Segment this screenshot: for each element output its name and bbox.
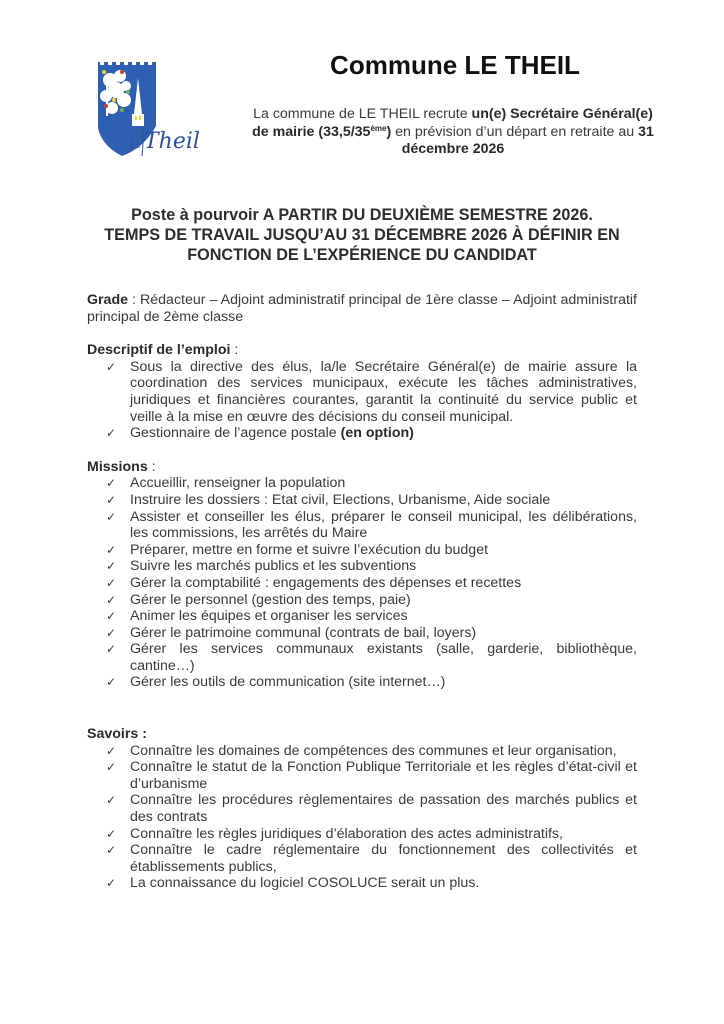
list-item [87, 674, 637, 691]
intro-text-2: en prévision d’un départ en retraite au [391, 123, 639, 140]
grade-text: Rédacteur – Adjoint administratif principal de 1ère classe – Adjoint administratif principal de 2ème classe [87, 292, 637, 325]
list-item-text: Assister et conseiller les élus, préparer le conseil municipal, les délibérations, les commissions, les arrêtés du Maire [130, 508, 637, 542]
checkmark-icon: ✓ [106, 542, 117, 557]
checkmark-icon: ✓ [106, 843, 117, 858]
list-item [87, 542, 637, 559]
list-item [87, 558, 637, 575]
commune-logo [92, 56, 216, 164]
svg-text:Le: Le [130, 141, 142, 151]
headline-line-2: TEMPS DE TRAVAIL JUSQU’AU 31 DÉCEMBRE 2026 À DÉFINIR EN [104, 226, 620, 244]
list-item [87, 842, 637, 875]
missions-label: Missions [87, 458, 148, 475]
savoirs-list [87, 743, 637, 892]
checkmark-icon: ✓ [106, 592, 117, 607]
checkmark-icon: ✓ [106, 743, 117, 758]
list-item-text: Préparer, mettre en forme et suivre l’exécution du budget [130, 541, 489, 558]
checkmark-icon: ✓ [106, 760, 117, 775]
grade-section [87, 292, 637, 325]
checkmark-icon: ✓ [106, 359, 117, 374]
savoirs-section [87, 726, 637, 892]
list-item-text: Connaître les règles juridiques d’élaboration des actes administratifs, [130, 825, 563, 842]
list-item-text: Gérer le patrimoine communal (contrats de bail, loyers) [130, 624, 477, 641]
intro-paragraph [248, 106, 658, 159]
list-item [87, 575, 637, 592]
checkmark-icon: ✓ [106, 826, 117, 841]
list-item-text: Sous la directive des élus, la/le Secrétaire Général(e) de mairie assure la coordination des services municipaux, exécute les tâches administratives, juridiques et financières courantes, garantit la continuité du service public et veille à la mise en œuvre des décisions du conseil municipal. [130, 358, 637, 425]
checkmark-icon: ✓ [106, 492, 117, 507]
job-description-body [87, 292, 637, 909]
checkmark-icon: ✓ [106, 609, 117, 624]
list-item-text: Instruire les dossiers : Etat civil, Elections, Urbanisme, Aide sociale [130, 491, 551, 508]
checkmark-icon: ✓ [106, 509, 117, 524]
savoirs-label: Savoirs : [87, 726, 147, 743]
checkmark-icon: ✓ [106, 575, 117, 590]
list-item-text: Gérer les services communaux existants (salle, garderie, bibliothèque, cantine…) [130, 641, 637, 674]
descriptif-separator: : [230, 342, 239, 359]
list-item [87, 625, 637, 642]
checkmark-icon: ✓ [106, 876, 117, 891]
intro-job-title-text: un(e) Secrétaire Général(e) de mairie (33,5/35 [252, 106, 653, 140]
list-item [87, 743, 637, 760]
list-item-text: Connaître le statut de la Fonction Publique Territoriale et les règles d’état-civil et d’urbanisme [130, 759, 637, 792]
intro-date: 31 décembre 2026 [401, 123, 654, 157]
list-item [87, 641, 637, 674]
list-item [87, 492, 637, 509]
list-item-text: Gérer les outils de communication (site internet…) [130, 674, 446, 691]
list-item-text: Connaître les domaines de compétences des communes et leur organisation, [130, 742, 617, 759]
list-item-text: Gérer la comptabilité : engagements des dépenses et recettes [130, 574, 522, 591]
headline-line-1: Poste à pourvoir A PARTIR DU DEUXIÈME SEMESTRE 2026. [131, 206, 593, 224]
grade-label: Grade [87, 292, 129, 308]
list-item [87, 475, 637, 492]
descriptif-section [87, 342, 637, 442]
missions-list [87, 475, 637, 691]
missions-separator: : [147, 458, 156, 475]
list-item [87, 359, 637, 425]
list-item [87, 425, 637, 442]
list-item-text: Gérer le personnel (gestion des temps, paie) [130, 591, 411, 608]
logo-script-text: Theil [144, 129, 200, 154]
descriptif-label: Descriptif de l’emploi [87, 342, 231, 359]
descriptif-list [87, 359, 637, 442]
list-item-text: Connaître les procédures règlementaires de passation des marchés publics et des contrats [130, 792, 637, 826]
list-item-text: Suivre les marchés publics et les subventions [130, 558, 417, 575]
missions-section [87, 459, 637, 691]
list-item-bold: (en option) [340, 425, 414, 442]
list-item [87, 509, 637, 542]
checkmark-icon: ✓ [106, 559, 117, 574]
intro-superscript: ème [370, 123, 387, 133]
page-title: Commune LE THEIL [330, 50, 580, 80]
list-item-text: Gestionnaire de l’agence postale [130, 425, 341, 442]
checkmark-icon: ✓ [106, 675, 117, 690]
list-item [87, 875, 637, 892]
checkmark-icon: ✓ [106, 642, 117, 657]
intro-text: La commune de LE THEIL recrute [253, 106, 472, 122]
checkmark-icon: ✓ [106, 476, 117, 491]
checkmark-icon: ✓ [106, 426, 117, 441]
checkmark-icon: ✓ [106, 793, 117, 808]
list-item [87, 759, 637, 792]
list-item [87, 826, 637, 843]
list-item-text: La connaissance du logiciel COSOLUCE serait un plus. [130, 875, 480, 892]
list-item [87, 792, 637, 825]
spacer [87, 708, 637, 726]
list-item-text: Connaître le cadre réglementaire du fonctionnement des collectivités et établissements publics, [130, 842, 637, 875]
list-item-text: Accueillir, renseigner la population [130, 475, 346, 492]
headline-line-3: FONCTION DE L’EXPÉRIENCE DU CANDIDAT [187, 246, 537, 264]
position-headline [86, 205, 638, 265]
intro-job-title-end: ) [386, 123, 392, 140]
list-item-text: Animer les équipes et organiser les services [130, 608, 408, 625]
checkmark-icon: ✓ [106, 625, 117, 640]
list-item [87, 592, 637, 609]
list-item [87, 608, 637, 625]
coat-of-arms-icon [92, 56, 216, 164]
grade-separator: : [128, 292, 141, 308]
